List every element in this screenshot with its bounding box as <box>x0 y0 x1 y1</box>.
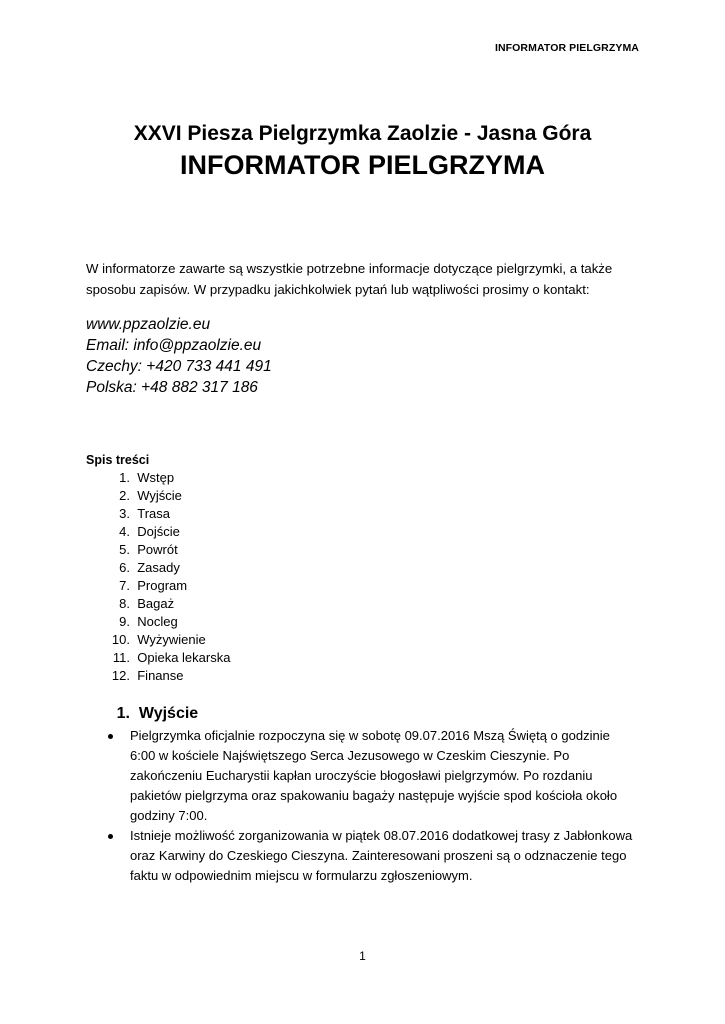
toc-item <box>86 523 646 541</box>
toc-item <box>86 667 646 685</box>
bullet-text: Istnieje możliwość zorganizowania w piątek 08.07.2016 dodatkowej trasy z Jabłonkowa oraz Karwiny do Czeskiego Cieszyna. Zainteresowani proszeni są o odznaczenie tego faktu w odpowiednim miejscu w formularzu zgłoszeniowym. <box>130 828 633 883</box>
toc-list <box>86 469 646 685</box>
website-link[interactable]: www.ppzaolzie.eu <box>86 316 211 333</box>
toc-item <box>86 577 646 595</box>
toc-item-label: Bagaż <box>137 596 175 611</box>
toc-item-number: 7. <box>119 578 130 593</box>
title-block <box>0 120 725 182</box>
toc-item-label: Nocleg <box>137 614 178 629</box>
toc-item-number: 3. <box>119 506 130 521</box>
toc-item-number: 8. <box>119 596 130 611</box>
toc-item-label: Finanse <box>137 668 184 683</box>
toc-item-number: 9. <box>119 614 130 629</box>
page-number: 1 <box>359 949 366 963</box>
toc-title: Spis treści <box>86 453 150 467</box>
email-contact[interactable]: Email: info@ppzaolzie.eu <box>86 337 262 354</box>
contact-block <box>86 314 272 398</box>
document-title: INFORMATOR PIELGRZYMA <box>180 150 545 180</box>
toc-item-label: Powrót <box>137 542 178 557</box>
toc-item-number: 2. <box>119 488 130 503</box>
toc-item <box>86 469 646 487</box>
toc-item-label: Wyjście <box>137 488 182 503</box>
toc-item-number: 5. <box>119 542 130 557</box>
toc-item <box>86 487 646 505</box>
section-wyjscie <box>86 703 646 886</box>
toc-item <box>86 505 646 523</box>
toc-item-label: Opieka lekarska <box>137 650 231 665</box>
toc-item <box>86 613 646 631</box>
toc-item-label: Trasa <box>137 506 170 521</box>
toc-item-label: Wstęp <box>137 470 175 485</box>
toc-item <box>86 541 646 559</box>
phone-poland: Polska: +48 882 317 186 <box>86 379 258 396</box>
document-subtitle: XXVI Piesza Pielgrzymka Zaolzie - Jasna Góra <box>133 122 592 145</box>
toc-item-label: Wyżywienie <box>137 632 206 647</box>
intro-paragraph: W informatorze zawarte są wszystkie potrzebne informacje dotyczące pielgrzymki, a także sposobu zapisów. W przypadku jakichkolwiek pytań lub wątpliwości prosimy o kontakt: <box>86 261 613 297</box>
toc-item-number: 1. <box>119 470 130 485</box>
toc-item-number: 6. <box>119 560 130 575</box>
toc-item-number: 12. <box>111 668 130 683</box>
phone-czech: Czechy: +420 733 441 491 <box>86 358 272 375</box>
bullet-icon <box>86 826 130 886</box>
section-title: Wyjście <box>138 705 199 722</box>
bullet-text: Pielgrzymka oficjalnie rozpoczyna się w sobotę 09.07.2016 Mszą Świętą o godzinie 6:00 w kościele Najświętszego Serca Jezusowego w Czeskim Cieszynie. Po zakończeniu Eucharystii kapłan uroczyście błogosławi pielgrzymów. Po rozdaniu pakietów pielgrzyma oraz spakowaniu bagaży następuje wyjście spod kościoła około godziny 7:00. <box>130 728 618 823</box>
toc-item-number: 11. <box>112 650 130 665</box>
toc-item <box>86 595 646 613</box>
toc-item-number: 4. <box>119 524 130 539</box>
toc-item-label: Dojście <box>137 524 180 539</box>
section-number: 1. <box>116 705 130 722</box>
running-header: INFORMATOR PIELGRZYMA <box>494 42 639 54</box>
bullet-icon <box>86 726 130 826</box>
toc-item <box>86 559 646 577</box>
bullet-item <box>86 826 646 886</box>
bullet-list <box>86 726 646 886</box>
bullet-item <box>86 726 646 826</box>
table-of-contents <box>86 451 646 685</box>
toc-item-number: 10. <box>111 632 130 647</box>
toc-item <box>86 649 646 667</box>
toc-item <box>86 631 646 649</box>
toc-item-label: Zasady <box>137 560 180 575</box>
toc-item-label: Program <box>137 578 188 593</box>
section-heading <box>86 703 646 725</box>
